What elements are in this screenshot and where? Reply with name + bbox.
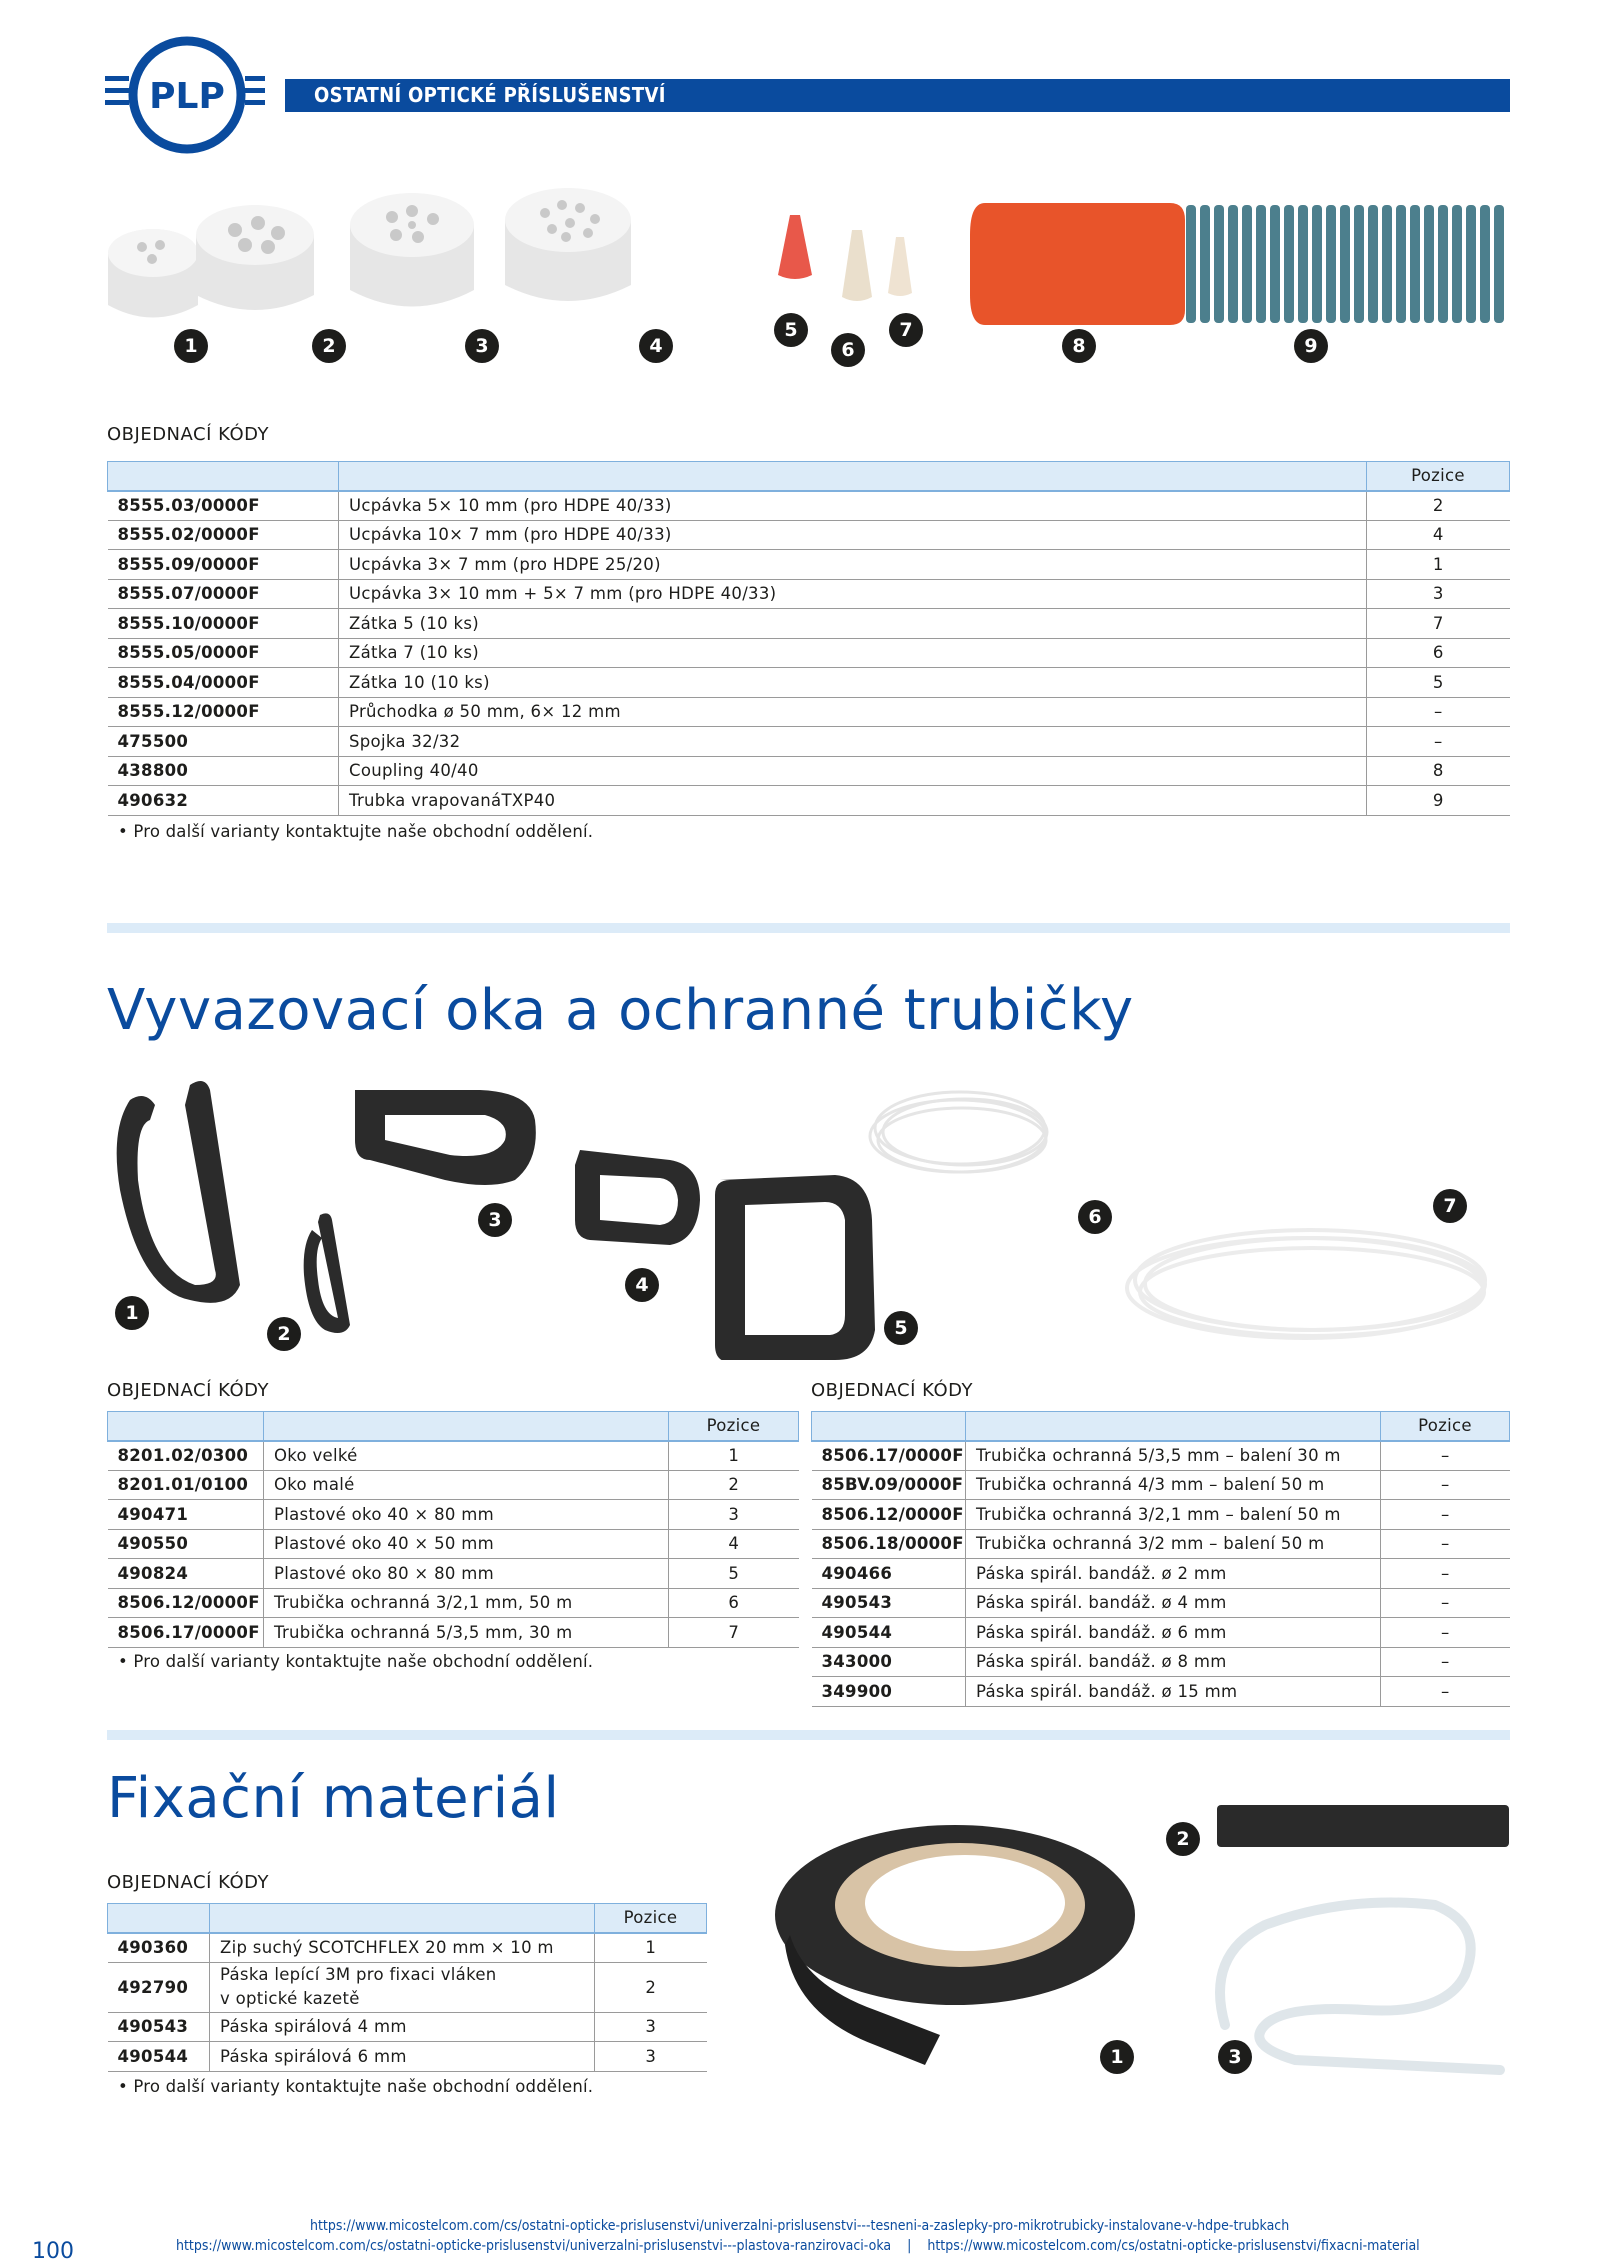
image-number-badge: 9 bbox=[1294, 329, 1328, 363]
contact-note: • Pro další varianty kontaktujte naše obchodní oddělení. bbox=[118, 1652, 594, 1671]
image-number-badge: 6 bbox=[831, 333, 865, 367]
image-number-badge: 7 bbox=[1433, 1189, 1467, 1223]
table-row: 349900 Páska spirál. bandáž. ø 15 mm – bbox=[812, 1677, 1510, 1707]
table-row: 8555.03/0000F Ucpávka 5× 10 mm (pro HDPE 40/33) 2 bbox=[108, 491, 1510, 521]
order-codes-label: OBJEDNACÍ KÓDY bbox=[107, 424, 269, 445]
table-header-pos: Pozice bbox=[1367, 462, 1510, 491]
footer-separator: | bbox=[907, 2238, 912, 2254]
table-header-desc bbox=[264, 1412, 669, 1441]
section-title: Fixační materiál bbox=[107, 1766, 560, 1831]
desc-line: v optické kazetě bbox=[220, 1989, 360, 2008]
contact-note: • Pro další varianty kontaktujte naše obchodní oddělení. bbox=[118, 822, 594, 841]
table-row: 8555.02/0000F Ucpávka 10× 7 mm (pro HDPE 40/33) 4 bbox=[108, 520, 1510, 550]
table-row: 490471 Plastové oko 40 × 80 mm 3 bbox=[108, 1500, 799, 1530]
table-header-desc bbox=[339, 462, 1367, 491]
table-row: 490466 Páska spirál. bandáž. ø 2 mm – bbox=[812, 1559, 1510, 1589]
order-codes-table-tubes bbox=[811, 1411, 1510, 1707]
image-number-badge: 3 bbox=[478, 1203, 512, 1237]
section-title: Vyvazovací oka a ochranné trubičky bbox=[107, 978, 1134, 1043]
order-codes-table bbox=[107, 461, 1510, 816]
table-row: 8555.12/0000F Průchodka ø 50 mm, 6× 12 mm – bbox=[108, 697, 1510, 727]
contact-note: • Pro další varianty kontaktujte naše obchodní oddělení. bbox=[118, 2077, 594, 2096]
header-title: OSTATNÍ OPTICKÉ PŘÍSLUŠENSTVÍ bbox=[285, 79, 1510, 112]
order-codes-label: OBJEDNACÍ KÓDY bbox=[107, 1380, 269, 1401]
table-header-code bbox=[108, 462, 339, 491]
table-row: 8506.17/0000F Trubička ochranná 5/3,5 mm – balení 30 m – bbox=[812, 1441, 1510, 1471]
table-row: 8506.12/0000F Trubička ochranná 3/2,1 mm, 50 m 6 bbox=[108, 1588, 799, 1618]
image-number-badge: 7 bbox=[889, 313, 923, 347]
footer-link[interactable]: https://www.micostelcom.com/cs/ostatni-opticke-prislusenstvi/univerzalni-prislusenstvi---tesneni-a-zaslepky-pro-mikrotrubicky-instalovane-v-hdpe-trubkach bbox=[310, 2218, 1290, 2234]
table-row: 8201.01/0100 Oko malé 2 bbox=[108, 1470, 799, 1500]
table-row: 490550 Plastové oko 40 × 50 mm 4 bbox=[108, 1529, 799, 1559]
table-row: 490632 Trubka vrapovanáTXP40 9 bbox=[108, 786, 1510, 816]
section-divider bbox=[107, 1730, 1510, 1740]
table-header-pos: Pozice bbox=[669, 1412, 799, 1441]
table-header-pos: Pozice bbox=[595, 1904, 707, 1933]
logo-text: PLP bbox=[149, 76, 225, 117]
image-number-badge: 2 bbox=[1166, 1822, 1200, 1856]
table-header-code bbox=[812, 1412, 966, 1441]
image-number-badge: 2 bbox=[267, 1317, 301, 1351]
image-number-badge: 8 bbox=[1062, 329, 1096, 363]
image-number-badge: 1 bbox=[1100, 2040, 1134, 2074]
image-number-badge: 4 bbox=[625, 1268, 659, 1302]
footer-link[interactable]: https://www.micostelcom.com/cs/ostatni-opticke-prislusenstvi/univerzalni-prislusenstvi---plastova-ranzirovaci-oka bbox=[176, 2238, 892, 2254]
table-row: 8555.07/0000F Ucpávka 3× 10 mm + 5× 7 mm (pro HDPE 40/33) 3 bbox=[108, 579, 1510, 609]
image-number-badge: 3 bbox=[465, 329, 499, 363]
order-codes-label: OBJEDNACÍ KÓDY bbox=[107, 1872, 269, 1893]
image-number-badge: 1 bbox=[174, 329, 208, 363]
table-row: 490824 Plastové oko 80 × 80 mm 5 bbox=[108, 1559, 799, 1589]
table-row: 343000 Páska spirál. bandáž. ø 8 mm – bbox=[812, 1647, 1510, 1677]
plp-logo bbox=[105, 36, 265, 154]
image-number-badge: 5 bbox=[884, 1311, 918, 1345]
table-row: 490544 Páska spirálová 6 mm 3 bbox=[108, 2042, 707, 2072]
image-number-badge: 4 bbox=[639, 329, 673, 363]
image-number-badge: 2 bbox=[312, 329, 346, 363]
order-codes-label: OBJEDNACÍ KÓDY bbox=[811, 1380, 973, 1401]
table-row: 8506.12/0000F Trubička ochranná 3/2,1 mm – balení 50 m – bbox=[812, 1500, 1510, 1530]
section-divider bbox=[107, 923, 1510, 933]
table-row: 8555.05/0000F Zátka 7 (10 ks) 6 bbox=[108, 638, 1510, 668]
footer-link[interactable]: https://www.micostelcom.com/cs/ostatni-opticke-prislusenstvi/fixacni-material bbox=[927, 2238, 1420, 2254]
image-number-badge: 1 bbox=[115, 1296, 149, 1330]
table-header-desc bbox=[210, 1904, 595, 1933]
table-row: 8555.10/0000F Zátka 5 (10 ks) 7 bbox=[108, 609, 1510, 639]
desc-line: Páska lepící 3M pro fixaci vláken bbox=[220, 1965, 497, 1984]
table-row: 85BV.09/0000F Trubička ochranná 4/3 mm – balení 50 m – bbox=[812, 1470, 1510, 1500]
table-row: 8555.04/0000F Zátka 10 (10 ks) 5 bbox=[108, 668, 1510, 698]
table-row: 8201.02/0300 Oko velké 1 bbox=[108, 1441, 799, 1471]
table-row: 8555.09/0000F Ucpávka 3× 7 mm (pro HDPE 25/20) 1 bbox=[108, 550, 1510, 580]
image-number-badge: 3 bbox=[1218, 2040, 1252, 2074]
page-number: 100 bbox=[32, 2239, 74, 2263]
order-codes-table-fixation bbox=[107, 1903, 707, 2072]
table-row: 438800 Coupling 40/40 8 bbox=[108, 756, 1510, 786]
table-row: 490544 Páska spirál. bandáž. ø 6 mm – bbox=[812, 1618, 1510, 1648]
table-header-desc bbox=[966, 1412, 1381, 1441]
table-row: 8506.17/0000F Trubička ochranná 5/3,5 mm, 30 m 7 bbox=[108, 1618, 799, 1648]
table-row: 8506.18/0000F Trubička ochranná 3/2 mm – balení 50 m – bbox=[812, 1529, 1510, 1559]
product-photo-fixation bbox=[765, 1795, 1515, 2085]
table-row: 490543 Páska spirálová 4 mm 3 bbox=[108, 2012, 707, 2042]
table-row: 490543 Páska spirál. bandáž. ø 4 mm – bbox=[812, 1588, 1510, 1618]
order-codes-table-eyes bbox=[107, 1411, 799, 1648]
table-header-pos: Pozice bbox=[1381, 1412, 1510, 1441]
table-row: 475500 Spojka 32/32 – bbox=[108, 727, 1510, 757]
image-number-badge: 5 bbox=[774, 313, 808, 347]
image-number-badge: 6 bbox=[1078, 1200, 1112, 1234]
table-header-code bbox=[108, 1412, 264, 1441]
footer-link-row bbox=[176, 2238, 1420, 2254]
product-photo-cable-eyes bbox=[100, 1070, 1520, 1360]
table-header-code bbox=[108, 1904, 210, 1933]
table-row: 490360 Zip suchý SCOTCHFLEX 20 mm × 10 m 1 bbox=[108, 1933, 707, 1963]
table-row: 492790 Páska lepící 3M pro fixaci vláken v optické kazetě 2 bbox=[108, 1962, 707, 2012]
